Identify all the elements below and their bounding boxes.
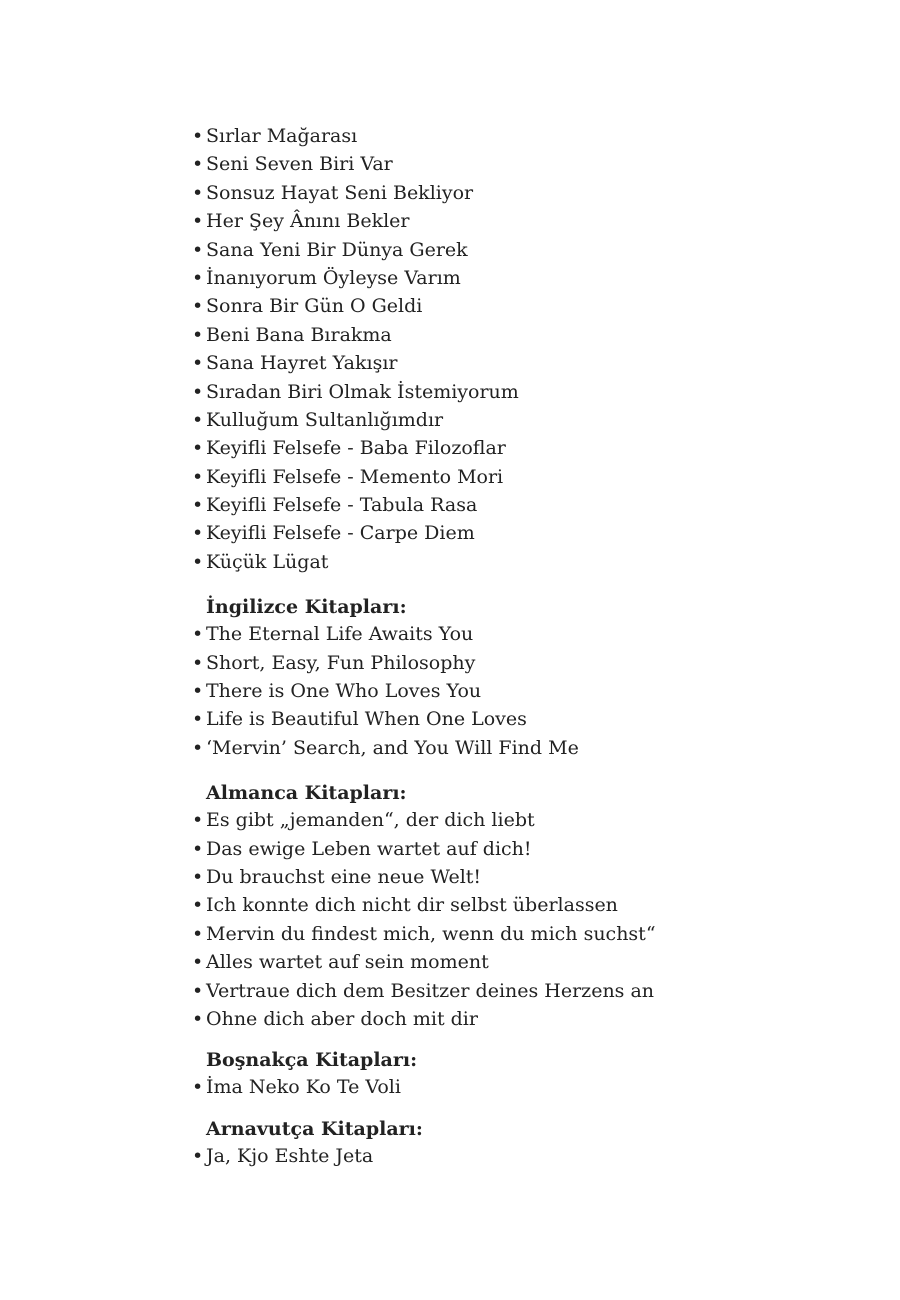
section-heading: Almanca Kitapları:	[206, 782, 407, 805]
book-title: Ja, Kjo Eshte Jeta	[206, 1144, 374, 1167]
book-title: Alles wartet auf sein moment	[206, 951, 489, 974]
book-list-item	[192, 948, 832, 976]
bullet-icon: •	[192, 238, 204, 261]
book-list-item	[192, 977, 832, 1005]
book-title: İnanıyorum Öyleyse Varım	[206, 266, 461, 289]
book-title: Sırlar Mağarası	[206, 125, 358, 147]
book-list-item	[192, 891, 832, 919]
book-list-item	[192, 734, 832, 762]
book-list-item	[192, 620, 832, 648]
book-list-item	[192, 378, 832, 406]
bullet-icon: •	[192, 266, 204, 289]
book-list-item	[192, 519, 832, 547]
book-title: Sonra Bir Gün O Geldi	[206, 295, 423, 318]
book-list-item	[192, 463, 832, 491]
bullet-icon: •	[192, 408, 204, 431]
book-title: ‘Mervin’ Search, and You Will Find Me	[206, 736, 579, 759]
section-book-list	[192, 620, 832, 762]
turkish-book-list	[192, 122, 832, 576]
book-list-item	[192, 1142, 832, 1170]
book-list-item	[192, 349, 832, 377]
language-section	[192, 1047, 832, 1101]
book-title: İma Neko Ko Te Voli	[206, 1076, 401, 1099]
bullet-icon: •	[192, 979, 204, 1002]
bullet-icon: •	[192, 437, 204, 460]
book-list-item	[192, 292, 832, 320]
bullet-icon: •	[192, 522, 204, 545]
book-list-item	[192, 920, 832, 948]
book-list-item	[192, 179, 832, 207]
book-list-item	[192, 491, 832, 519]
bullet-icon: •	[192, 708, 204, 731]
book-title: Du brauchst eine neue Welt!	[206, 865, 482, 888]
bullet-icon: •	[192, 623, 204, 646]
book-title: Sıradan Biri Olmak İstemiyorum	[206, 380, 519, 403]
book-list-item	[192, 150, 832, 178]
document-page	[192, 122, 832, 1170]
bullet-icon: •	[192, 323, 204, 346]
book-title: Vertraue dich dem Besitzer deines Herzens an	[206, 979, 655, 1002]
book-list-item	[192, 1073, 832, 1101]
section-book-list	[192, 1142, 832, 1170]
bullet-icon: •	[192, 1076, 204, 1099]
bullet-icon: •	[192, 736, 204, 759]
bullet-icon: •	[192, 809, 204, 832]
book-title: The Eternal Life Awaits You	[206, 623, 474, 646]
book-title: Keyifli Felsefe - Tabula Rasa	[206, 494, 478, 517]
bullet-icon: •	[192, 865, 204, 888]
book-title: Sana Hayret Yakışır	[206, 352, 398, 375]
book-list-item	[192, 1005, 832, 1033]
bullet-icon: •	[192, 380, 204, 403]
section-book-list	[192, 806, 832, 1033]
book-list-item	[192, 321, 832, 349]
book-list-item	[192, 122, 832, 150]
book-list-item	[192, 806, 832, 834]
book-title: Keyifli Felsefe - Carpe Diem	[206, 522, 475, 545]
bullet-icon: •	[192, 1007, 204, 1030]
book-list-item	[192, 207, 832, 235]
section-heading: İngilizce Kitapları:	[206, 596, 407, 619]
bullet-icon: •	[192, 951, 204, 974]
bullet-icon: •	[192, 210, 204, 233]
book-list-item	[192, 434, 832, 462]
bullet-icon: •	[192, 837, 204, 860]
bullet-icon: •	[192, 922, 204, 945]
book-title: Keyifli Felsefe - Memento Mori	[206, 465, 504, 488]
book-list-item	[192, 863, 832, 891]
bullet-icon: •	[192, 295, 204, 318]
language-section	[192, 594, 832, 762]
bullet-icon: •	[192, 465, 204, 488]
book-title: Seni Seven Biri Var	[206, 153, 393, 176]
book-list-item	[192, 705, 832, 733]
book-title: Life is Beautiful When One Loves	[206, 708, 527, 731]
book-list-item	[192, 677, 832, 705]
book-list-item	[192, 236, 832, 264]
book-title: Mervin du findest mich, wenn du mich suchst“	[206, 922, 656, 945]
book-list-item	[192, 649, 832, 677]
book-title: Keyifli Felsefe - Baba Filozoflar	[206, 437, 506, 460]
book-list-item	[192, 548, 832, 576]
bullet-icon: •	[192, 894, 204, 917]
book-title: Ich konnte dich nicht dir selbst überlassen	[206, 894, 618, 917]
book-title: Beni Bana Bırakma	[206, 323, 392, 346]
bullet-icon: •	[192, 352, 204, 375]
book-title: Küçük Lügat	[206, 550, 329, 573]
bullet-icon: •	[192, 494, 204, 517]
bullet-icon: •	[192, 550, 204, 573]
book-title: Her Şey Ânını Bekler	[206, 210, 410, 233]
book-title: Sana Yeni Bir Dünya Gerek	[206, 238, 468, 261]
bullet-icon: •	[192, 651, 204, 674]
bullet-icon: •	[192, 153, 204, 176]
language-section	[192, 780, 832, 1033]
book-title: Sonsuz Hayat Seni Bekliyor	[206, 181, 474, 204]
language-sections	[192, 594, 832, 1170]
book-list-item	[192, 835, 832, 863]
book-title: Kulluğum Sultanlığımdır	[206, 408, 444, 431]
book-title: There is One Who Loves You	[206, 680, 482, 703]
bullet-icon: •	[192, 125, 204, 147]
book-list-item	[192, 264, 832, 292]
language-section	[192, 1116, 832, 1170]
bullet-icon: •	[192, 680, 204, 703]
bullet-icon: •	[192, 181, 204, 204]
section-book-list	[192, 1073, 832, 1101]
bullet-icon: •	[192, 1144, 204, 1167]
book-list-item	[192, 406, 832, 434]
book-title: Das ewige Leben wartet auf dich!	[206, 837, 532, 860]
book-title: Es gibt „jemanden“, der dich liebt	[206, 809, 535, 832]
section-heading: Arnavutça Kitapları:	[206, 1117, 423, 1140]
book-title: Short, Easy, Fun Philosophy	[206, 651, 476, 674]
section-heading: Boşnakça Kitapları:	[206, 1049, 418, 1072]
book-title: Ohne dich aber doch mit dir	[206, 1007, 478, 1030]
